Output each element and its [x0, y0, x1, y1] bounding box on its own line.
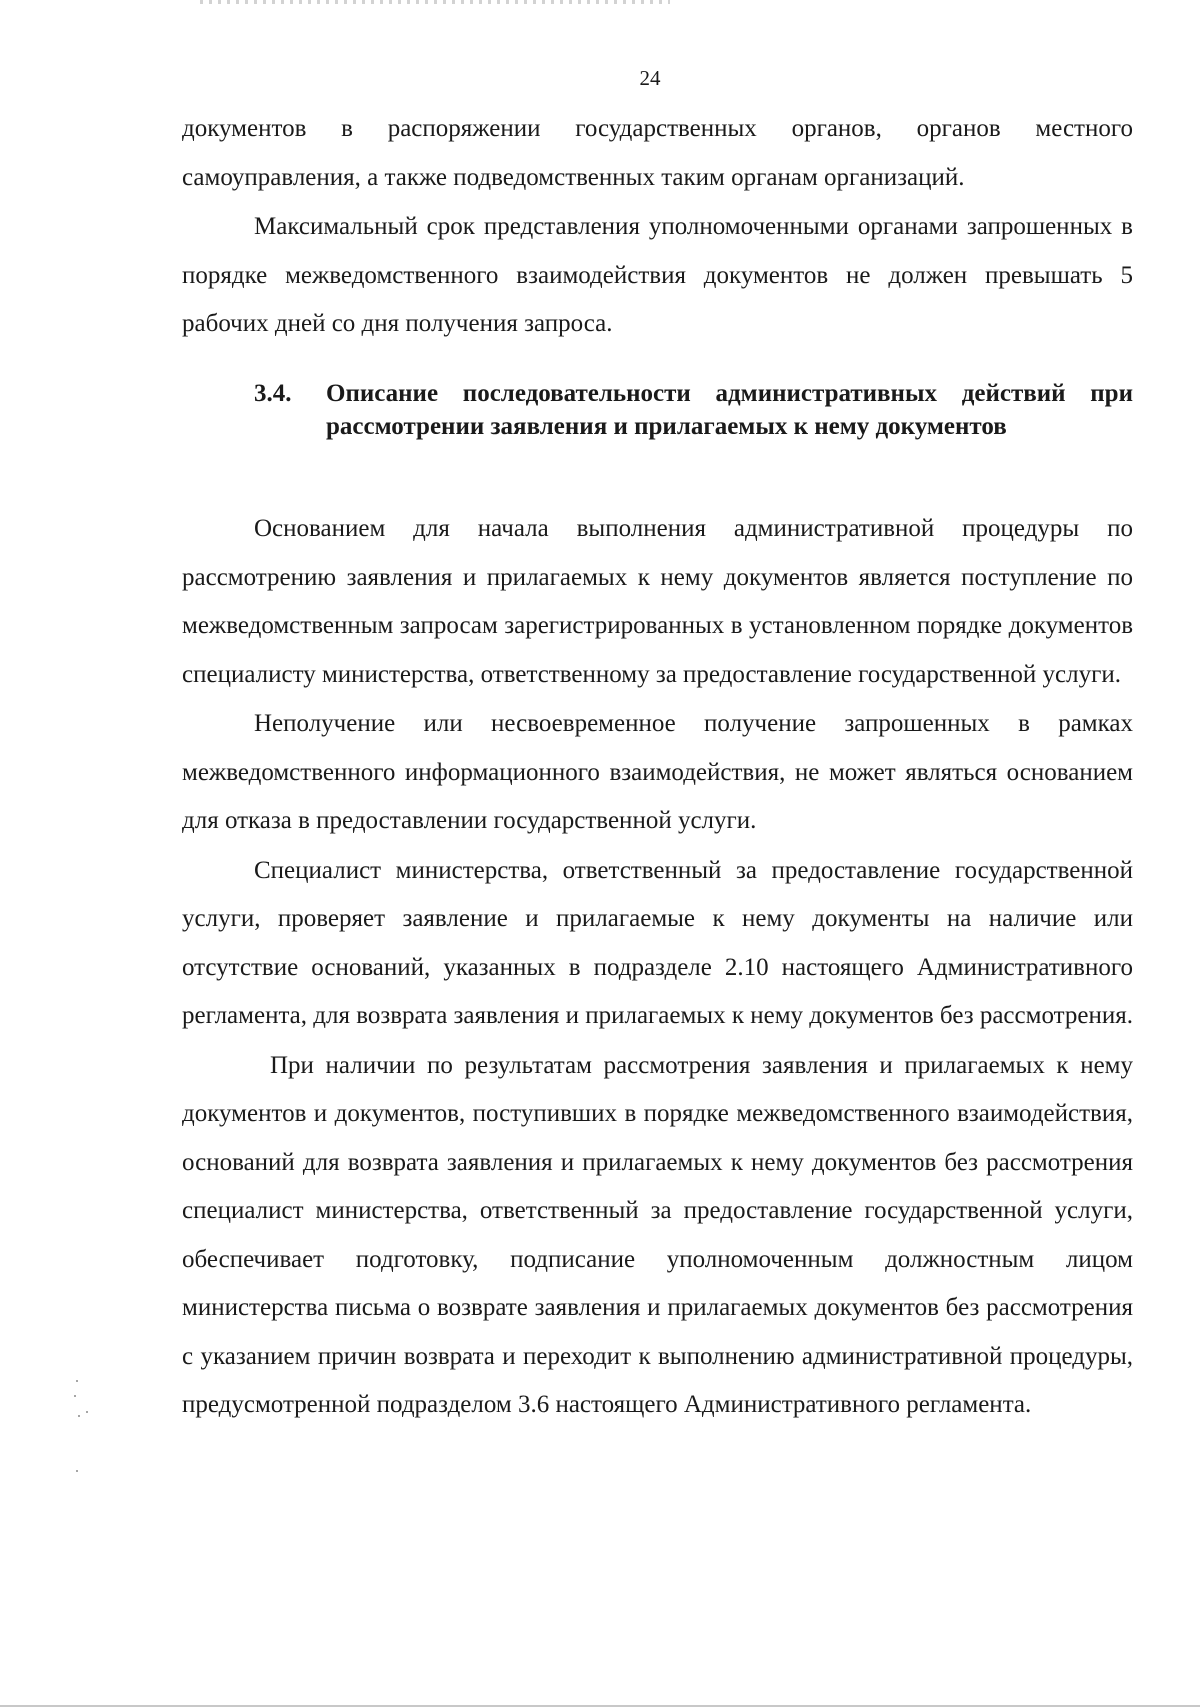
- paragraph-continuation: документов в распоряжении государственных органов, органов местного самоуправления, а также подведомственных таким органам организаций.: [182, 115, 1133, 191]
- paragraph-specialist-check: Специалист министерства, ответственный за предоставление государственной услуги, проверяет заявление и прилагаемые к нему документы на наличие или отсутствие оснований, указанных в подразделе 2.10 настоящего Административного регламента, для возврата заявления и прилагаемых к нему документов без рассмотрения.: [182, 856, 1133, 1029]
- paragraph-non-receipt: Неполучение или несвоевременное получение запрошенных в рамках межведомственного информационного взаимодействия, не может являться основанием для отказа в предоставлении государственной услуги.: [182, 710, 1133, 834]
- page-number: 24: [639, 66, 661, 90]
- section-number: 3.4.: [254, 380, 292, 407]
- margin-speck: [76, 1470, 78, 1472]
- section-heading: [254, 377, 1133, 443]
- paragraph-basis: Основанием для начала выполнения административной процедуры по рассмотрению заявления и прилагаемых к нему документов является поступление по межведомственным запросам зарегистрированных в установленном порядке документов специалисту министерства, ответственному за предоставление государственной услуги.: [182, 515, 1133, 688]
- main-text-block: [182, 505, 1133, 1430]
- paragraph-max-term: Максимальный срок представления уполномоченными органами запрошенных в порядке межведомственного взаимодействия документов не должен превышать 5 рабочих дней со дня получения запроса.: [182, 213, 1133, 337]
- top-text-block: [182, 105, 1133, 349]
- scan-artifact-top: [200, 0, 670, 4]
- paragraph-return-procedure: При наличии по результатам рассмотрения заявления и прилагаемых к нему документов и документов, поступивших в порядке межведомственного взаимодействия, оснований для возврата заявления и прилагаемых к нему документов без рассмотрения специалист министерства, ответственный за предоставление государственной услуги, обеспечивает подготовку, подписание уполномоченным должностным лицом министерства письма о возврате заявления и прилагаемых документов без рассмотрения с указанием причин возврата и переходит к выполнению административной процедуры, предусмотренной подразделом 3.6 настоящего Административного регламента.: [182, 1051, 1133, 1418]
- margin-speck: [78, 1415, 80, 1417]
- margin-speck: [74, 1395, 76, 1397]
- section-title: Описание последовательности административных действий при рассмотрении заявления и прилагаемых к нему документов: [326, 380, 1133, 440]
- margin-speck: [86, 1411, 88, 1413]
- margin-speck: [76, 1380, 78, 1382]
